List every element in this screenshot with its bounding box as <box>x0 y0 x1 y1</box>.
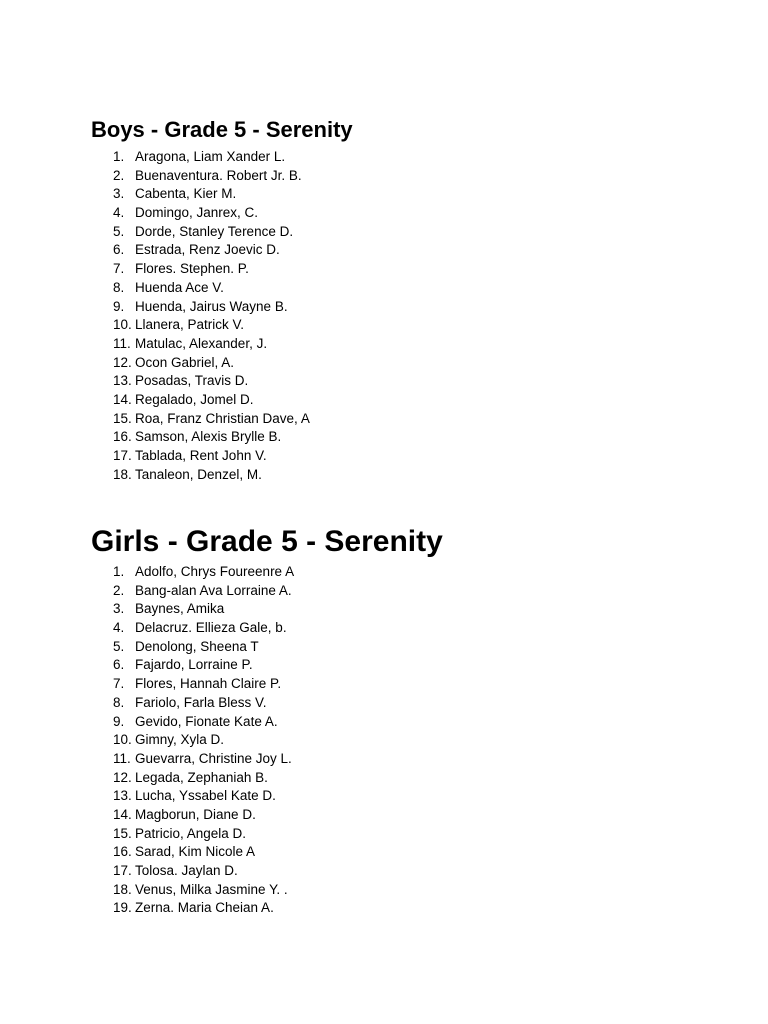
list-item <box>91 619 443 638</box>
list-item <box>91 881 443 900</box>
list-item-number: 9. <box>113 713 125 729</box>
list-item-number: 12. <box>113 769 132 785</box>
student-name: Dorde, Stanley Terence D. <box>135 223 294 239</box>
list-item-number: 14. <box>113 806 132 822</box>
student-name: Sarad, Kim Nicole A <box>135 844 256 860</box>
list-item <box>91 335 353 354</box>
boys-section <box>91 116 353 484</box>
student-name: Zerna. Maria Cheian A. <box>135 900 274 916</box>
list-item <box>91 731 443 750</box>
list-item <box>91 843 443 862</box>
student-name: Denolong, Sheena T <box>135 638 259 654</box>
list-item <box>91 298 353 317</box>
list-item <box>91 148 353 167</box>
list-item-number: 10. <box>113 732 132 748</box>
list-item-number: 10. <box>113 317 132 333</box>
student-name: Ocon Gabriel, A. <box>135 354 235 370</box>
student-name: Samson, Alexis Brylle B. <box>135 429 282 445</box>
list-item-number: 6. <box>113 657 125 673</box>
student-name: Patricio, Angela D. <box>135 825 247 841</box>
student-name: Fariolo, Farla Bless V. <box>135 694 267 710</box>
list-item-number: 5. <box>113 223 125 239</box>
list-item <box>91 316 353 335</box>
list-item <box>91 185 353 204</box>
list-item-number: 3. <box>113 186 125 202</box>
list-item <box>91 466 353 485</box>
list-item-number: 4. <box>113 620 125 636</box>
student-name: Cabenta, Kier M. <box>135 186 237 202</box>
list-item-number: 6. <box>113 242 125 258</box>
student-name: Llanera, Patrick V. <box>135 317 245 333</box>
list-item-number: 8. <box>113 694 125 710</box>
list-item-number: 18. <box>113 881 132 897</box>
student-name: Regalado, Jomel D. <box>135 391 254 407</box>
list-item <box>91 713 443 732</box>
list-item-number: 11. <box>113 750 131 766</box>
student-name: Huenda, Jairus Wayne B. <box>135 298 288 314</box>
student-name: Venus, Milka Jasmine Y. . <box>135 881 288 897</box>
list-item-number: 2. <box>113 167 125 183</box>
list-item <box>91 787 443 806</box>
list-item-number: 3. <box>113 601 125 617</box>
list-item <box>91 899 443 918</box>
list-item-number: 1. <box>113 564 125 579</box>
student-name: Domingo, Janrex, C. <box>135 205 259 221</box>
list-item <box>91 694 443 713</box>
girls-section <box>91 523 443 918</box>
list-item-number: 5. <box>113 638 125 654</box>
student-name: Estrada, Renz Joevic D. <box>135 242 280 258</box>
student-name: Bang-alan Ava Lorraine A. <box>135 582 292 598</box>
girls-list <box>91 563 443 918</box>
list-item <box>91 241 353 260</box>
student-name: Fajardo, Lorraine P. <box>135 657 253 673</box>
student-name: Lucha, Yssabel Kate D. <box>135 788 276 804</box>
list-item-number: 11. <box>113 335 131 351</box>
list-item <box>91 391 353 410</box>
list-item <box>91 410 353 429</box>
student-name: Aragona, Liam Xander L. <box>135 149 286 164</box>
student-name: Flores, Hannah Claire P. <box>135 676 282 692</box>
student-name: Matulac, Alexander, J. <box>135 335 268 351</box>
list-item-number: 18. <box>113 466 132 482</box>
list-item <box>91 279 353 298</box>
list-item <box>91 638 443 657</box>
list-item-number: 17. <box>113 448 132 463</box>
list-item <box>91 204 353 223</box>
student-name: Huenda Ace V. <box>135 279 224 295</box>
list-item <box>91 354 353 373</box>
list-item-number: 7. <box>113 261 125 277</box>
girls-heading: Girls - Grade 5 - Serenity <box>91 525 443 558</box>
list-item-number: 7. <box>113 676 125 692</box>
list-item <box>91 428 353 447</box>
student-name: Tolosa. Jaylan D. <box>135 863 238 878</box>
list-item-number: 16. <box>113 844 132 860</box>
list-item-number: 8. <box>113 279 125 295</box>
list-item <box>91 563 443 582</box>
student-name: Tablada, Rent John V. <box>135 448 267 463</box>
student-name: Delacruz. Ellieza Gale, b. <box>135 620 287 636</box>
list-item-number: 1. <box>113 149 125 164</box>
list-item <box>91 862 443 881</box>
boys-list <box>91 148 353 484</box>
list-item <box>91 260 353 279</box>
list-item <box>91 769 443 788</box>
student-name: Flores. Stephen. P. <box>135 261 249 277</box>
student-name: Buenaventura. Robert Jr. B. <box>135 167 302 183</box>
list-item-number: 9. <box>113 298 125 314</box>
boys-heading: Boys - Grade 5 - Serenity <box>91 117 353 142</box>
student-name: Guevarra, Christine Joy L. <box>135 750 292 766</box>
list-item-number: 12. <box>113 354 132 370</box>
list-item <box>91 223 353 242</box>
list-item-number: 19. <box>113 900 132 916</box>
list-item-number: 13. <box>113 373 132 389</box>
list-item <box>91 825 443 844</box>
student-name: Magborun, Diane D. <box>135 806 256 822</box>
list-item <box>91 600 443 619</box>
list-item <box>91 806 443 825</box>
student-name: Adolfo, Chrys Foureenre A <box>135 564 295 579</box>
list-item-number: 14. <box>113 391 132 407</box>
list-item-number: 16. <box>113 429 132 445</box>
student-name: Baynes, Amika <box>135 601 225 617</box>
list-item-number: 2. <box>113 582 125 598</box>
list-item <box>91 582 443 601</box>
list-item <box>91 750 443 769</box>
student-name: Gevido, Fionate Kate A. <box>135 713 278 729</box>
list-item <box>91 675 443 694</box>
list-item-number: 17. <box>113 863 132 878</box>
list-item-number: 15. <box>113 410 132 426</box>
list-item-number: 13. <box>113 788 132 804</box>
list-item <box>91 447 353 466</box>
list-item-number: 15. <box>113 825 132 841</box>
list-item <box>91 167 353 186</box>
student-name: Gimny, Xyla D. <box>135 732 225 748</box>
student-name: Legada, Zephaniah B. <box>135 769 268 785</box>
list-item <box>91 656 443 675</box>
student-name: Posadas, Travis D. <box>135 373 249 389</box>
student-name: Tanaleon, Denzel, M. <box>135 466 262 482</box>
list-item <box>91 372 353 391</box>
list-item-number: 4. <box>113 205 125 221</box>
student-name: Roa, Franz Christian Dave, A <box>135 410 310 426</box>
